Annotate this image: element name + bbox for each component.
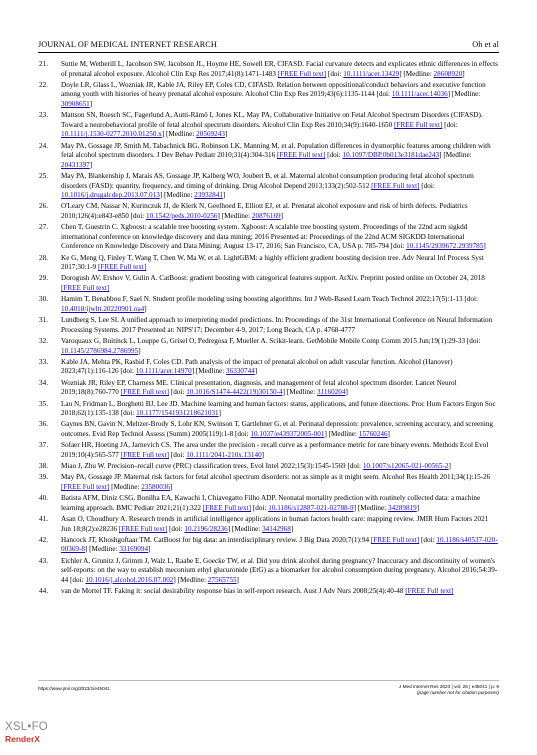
reference-text-segment: Asan O, Choudhury A. Research trends in artificial intelligence applications in human factors health care: mapping review. JMIR Hum Factors 2021 Jun 18;8(2):e28236 xyxy=(61,515,489,533)
free-full-text-link[interactable]: [FREE Full text] xyxy=(202,503,252,512)
doi-link[interactable]: 10.1016/j.drugalcdep.2013.07.013 xyxy=(61,191,160,200)
reference-text-segment: ] xyxy=(462,69,465,78)
reference-item xyxy=(38,441,499,460)
logo-xslfo: XSL•FO xyxy=(5,721,48,733)
reference-item xyxy=(38,223,499,252)
reference-text-segment: van de Mortel TF. Faking it: social desirability response bias in self-report research. Aust J Adv Nurs 2008;25(4):40-48 xyxy=(61,587,406,596)
reference-text-segment: Doyle LR, Glass L, Wozniak JR, Kable JA, Riley EP, Coles CD, CIFASD. Relation between oppositional/conduct behaviors and executive function among youth with histories of heavy prenatal alcohol exposure. Alcohol Clin Exp Res 2019;43(6):1135-1144 [doi: xyxy=(61,80,486,99)
authors-short: Oh et al xyxy=(472,40,499,49)
doi-link[interactable]: 10.1007/s12065-021-00565-2 xyxy=(362,462,449,471)
reference-text-segment: Lau N, Fridman L, Borghetti BJ, Lee JD. Machine learning and human factors: status, applications, and future directions. Proc Hum Factors Ergon Soc 2018;62(1):135-138 [doi: xyxy=(61,399,496,418)
reference-number: 38. xyxy=(39,462,48,471)
reference-number: 25. xyxy=(39,172,48,181)
reference-text xyxy=(61,515,488,533)
reference-text-segment: ] xyxy=(89,99,93,108)
reference-item xyxy=(38,337,499,356)
reference-text-segment: ] xyxy=(89,160,93,169)
medline-link[interactable]: 30908651 xyxy=(61,99,90,108)
logo-renderx: RenderX xyxy=(5,733,40,744)
medline-link[interactable]: 34142968 xyxy=(262,524,291,533)
reference-number: 41. xyxy=(39,515,48,524)
reference-text-segment: ] [Medline: xyxy=(447,90,481,99)
reference-item xyxy=(38,587,499,597)
medline-link[interactable]: 27565755 xyxy=(207,575,237,584)
reference-text-segment: Sofaer HR, Hoeting JA, Jarnevich CS. The area under the precision ‐ recall curve as a performance metric for rare binary events. Methods Ecol Evol 2019;10(4):565-577 xyxy=(61,441,489,459)
reference-text xyxy=(61,81,486,108)
reference-text-segment: Dorogush AV, Ershov V, Gulin A. CatBoost: gradient boosting with categorical features support. ArXiv. Preprint posted online on October 24, 2018 xyxy=(61,274,485,283)
reference-list xyxy=(38,60,499,598)
reference-text-segment: ] [Medline: xyxy=(159,191,195,200)
footer-page-note: (page number not for citation purposes) xyxy=(416,690,499,695)
medline-link[interactable]: 23932841 xyxy=(194,191,223,200)
reference-text-segment: Batista AFM, Diniz CSG, Bonilha EA, Kawachi I, Chiavegatto Filho ADP. Neonatal mortality prediction with routinely collected data: a machine learning approach. BMC Pediatr 2021;21(1):322 xyxy=(61,494,481,512)
reference-text xyxy=(61,358,452,376)
reference-item xyxy=(38,81,499,110)
reference-number: 39. xyxy=(39,473,48,482)
reference-item xyxy=(38,473,499,492)
reference-text-segment: ] [Medline: xyxy=(399,69,434,78)
reference-text-segment: May PA, Blankenship J, Marais AS, Gossage JP, Kalberg WO, Joubert B, et al. Maternal alcohol consumption producing fetal alcohol spectrum disorders (FASD): quantity, frequency, and timing of drinking. Drug Alcohol Depend 2013;133(2):502-512 xyxy=(61,172,474,190)
reference-text xyxy=(61,587,454,595)
doi-link[interactable]: 10.1177/1541931218621031 xyxy=(136,409,219,418)
reference-number: 31. xyxy=(39,316,48,325)
reference-text-segment: ] [Medline: xyxy=(282,388,317,397)
reference-text-segment: [doi: xyxy=(167,524,185,533)
reference-text xyxy=(61,142,491,169)
reference-text-segment: [doi: xyxy=(419,181,435,190)
reference-number: 42. xyxy=(39,535,48,544)
doi-link[interactable]: 10.1016/j.alcohol.2016.07.002 xyxy=(85,575,174,584)
reference-text xyxy=(61,337,480,355)
reference-text-segment: [doi: xyxy=(169,388,187,397)
reference-text xyxy=(61,536,498,554)
reference-item xyxy=(38,202,499,221)
reference-text-segment: ] [Medline: xyxy=(217,211,252,220)
free-full-text-link[interactable]: [FREE Full text] xyxy=(276,151,326,160)
free-full-text-link[interactable]: [FREE Full text] xyxy=(118,524,168,533)
reference-text xyxy=(61,557,497,584)
reference-item xyxy=(38,274,499,293)
doi-link[interactable]: 10.1111/acer.14036 xyxy=(391,90,448,99)
reference-text xyxy=(61,420,493,438)
free-full-text-link[interactable]: [FREE Full text] xyxy=(61,482,110,491)
medline-link[interactable]: 36330744 xyxy=(226,367,255,376)
free-full-text-link[interactable]: [FREE Full text] xyxy=(61,284,110,293)
reference-text-segment: ] xyxy=(290,524,294,533)
reference-text-segment: [doi: xyxy=(326,69,344,78)
reference-item xyxy=(38,400,499,419)
reference-item xyxy=(38,420,499,439)
doi-link[interactable]: 10.1111/j.1530-0277.2010.01250.x xyxy=(61,130,162,139)
medline-link[interactable]: 20431397 xyxy=(61,160,90,169)
reference-text-segment: Miao J, Zhu W. Precision–recall curve (PRC) classification trees. Evol Intel 2022;15(3):1545-1569 [doi: xyxy=(61,462,363,471)
reference-number: 22. xyxy=(39,80,48,89)
reference-number: 32. xyxy=(39,337,48,346)
footer-citation: J Med Internet Res 2023 | vol. 25 | e45041 | p. 9 xyxy=(398,684,499,689)
reference-text-segment: ] [Medline: xyxy=(173,575,208,584)
reference-text xyxy=(61,316,492,334)
running-header xyxy=(38,40,499,52)
reference-text-segment: [doi: xyxy=(419,535,437,544)
reference-text-segment: ] xyxy=(138,346,141,355)
free-full-text-link[interactable]: [FREE Full text] xyxy=(370,535,420,544)
journal-name: JOURNAL OF MEDICAL INTERNET RESEARCH xyxy=(38,40,217,49)
free-full-text-link[interactable]: [FREE Full text] xyxy=(277,69,327,78)
reference-number: 26. xyxy=(39,202,48,211)
reference-text-segment: Gaynes BN, Gavin N, Meltzer-Brody S, Lohr KN, Swinson T, Gartlehner G, et al. Perinatal depression: prevalence, screening accuracy, and screening outcomes. Evid Rep Technol Assess (Summ) 2005(119):1-8 [doi: xyxy=(61,420,494,438)
reference-text-segment: ] xyxy=(218,409,222,418)
reference-number: 21. xyxy=(39,60,48,68)
reference-text-segment: ] [Medline: xyxy=(439,151,472,160)
medline-link[interactable]: 28608920 xyxy=(433,69,463,78)
doi-link[interactable]: 10.1016/S1474-4422(19)30150-4 xyxy=(186,388,283,397)
reference-text-segment: Hancock JT, Khoshgoftaar TM. CatBoost for big data: an interdisciplinary review. J Big Data 2020;7(1):94 xyxy=(61,535,371,544)
reference-text-segment: Ke G, Meng Q, Finley T, Wang T, Chen W, Ma W, et al. LightGBM: a highly efficient gradient boosting decision tree. Adv Neural Inf Process Syst 2017;30:1-9 xyxy=(61,253,484,272)
reference-number: 33. xyxy=(39,357,48,366)
reference-item xyxy=(38,494,499,513)
reference-text-segment: ] [Medline: xyxy=(84,545,120,554)
reference-item xyxy=(38,142,499,171)
reference-item xyxy=(38,111,499,140)
free-full-text-link[interactable]: [FREE Full text] xyxy=(97,263,147,272)
reference-text-segment: ] xyxy=(416,503,420,512)
reference-item xyxy=(38,557,499,586)
reference-item xyxy=(38,60,499,79)
doi-link[interactable]: 10.1145/2786984.2786995 xyxy=(61,346,139,355)
reference-text-segment: Varoquaux G, Buitinck L, Louppe G, Grisel O, Pedregosa F, Mueller A. Scikit-learn. GetMobile Mobile Comp Comm 2015 Jun;19(1):29-33 [doi: xyxy=(61,337,481,346)
medline-link[interactable]: 23580036 xyxy=(141,482,171,491)
free-full-text-link[interactable]: [FREE Full text] xyxy=(120,388,170,397)
reference-text-segment: ] xyxy=(280,211,284,220)
reference-text-segment: Chen T, Guestrin C. Xgboost: a scalable tree boosting system. Xgboost: A scalable tree boosting system. Proceedings of the 22nd acm sigkdd international conference on knowledge discovery and data mining; 2016 Presented at: Proceedings of the 22nd ACM SIGKDD International Conference on Knowledge Discovery and Data Mining; August 13-17, 2016; San Francisco, CA, USA p. 785-794 [doi: xyxy=(61,223,468,251)
doi-link[interactable]: 10.1145/2939672.2939785 xyxy=(406,242,484,251)
reference-item xyxy=(38,358,499,377)
footer-citation-block xyxy=(399,684,499,696)
reference-text-segment: Suttie M, Wetherill L, Jacobson SW, Jacobson JL, Hoyme HE, Sowell ER, CIFASD. Facial curvature detects and explicates ethnic differences in effects of prenatal alcohol exposure. Alcohol Clin Exp Res 2017;41(8):1471-1483 xyxy=(61,60,498,78)
reference-text-segment: ] [Medline: xyxy=(324,429,359,438)
reference-text xyxy=(61,494,480,512)
reference-number: 36. xyxy=(39,420,48,429)
reference-number: 34. xyxy=(39,378,48,387)
reference-text-segment: ] xyxy=(345,388,348,397)
reference-text-segment: ] [Medline: xyxy=(161,130,197,139)
renderx-logo xyxy=(5,722,48,743)
reference-text xyxy=(61,274,485,292)
reference-number: 29. xyxy=(39,274,48,283)
reference-text-segment: ] xyxy=(448,462,451,471)
footer-rule xyxy=(38,680,499,681)
doi-link[interactable]: 10.1186/s40537-020-00369-8 xyxy=(61,535,498,554)
reference-text-segment: ] xyxy=(224,130,228,139)
reference-item xyxy=(38,316,499,335)
reference-text-segment: [Medline: xyxy=(109,482,142,491)
header-rule xyxy=(38,52,499,53)
reference-text-segment: Kable JA, Mehta PK, Rashid F, Coles CD. Path analysis of the impact of prenatal alcohol on adult vascular function. Alcohol (Hanover) 2023;47(1):116-126 [doi: xyxy=(61,357,453,376)
reference-text-segment: ] xyxy=(236,575,239,584)
reference-text-segment: Hamim T, Benabbou F, Sael N. Student profile modeling using boosting algorithms. Int J Web-Based Learn Teach Technol 2022;17(5):1-13 [doi: xyxy=(61,295,478,304)
reference-text-segment: May PA, Gossage JP, Smith M, Tabachnick BG, Robinson LK, Manning M, et al. Population differences in dysmorphic features among children with fetal alcohol spectrum disorders. J Dev Behav Pediatr 2010;31(4):304-316 xyxy=(61,141,491,160)
reference-text xyxy=(61,473,490,491)
reference-item xyxy=(38,254,499,273)
reference-text xyxy=(61,379,457,397)
footer-url[interactable]: https://www.jmir.org/2023/1/e45041 xyxy=(38,686,110,691)
medline-link[interactable]: 33169094 xyxy=(119,545,149,554)
reference-text-segment: ] xyxy=(483,242,486,251)
reference-text xyxy=(61,254,484,272)
doi-link[interactable]: 10.1186/s12887-021-02788-9 xyxy=(268,503,354,512)
free-full-text-link[interactable]: [FREE Full text] xyxy=(405,587,454,596)
reference-text-segment: [doi: xyxy=(169,450,187,459)
reference-text-segment: Wozniak JR, Riley EP, Charness ME. Clinical presentation, diagnosis, and management of fetal alcohol spectrum disorder. Lancet Neurol 2019;18(8):760-770 xyxy=(61,378,457,397)
medline-link[interactable]: 20569243 xyxy=(196,130,225,139)
reference-text-segment: Mattson SN, Roesch SC, Fagerlund A, Autti-Rämö I, Jones KL, May PA, Collaborative Initiative on Fetal Alcohol Spectrum Disorders (CIFASD). Toward a neurobehavioral profile of fetal alcohol spectrum disorders. Alcohol Clin Exp Res 2010;34(9):1640-1650 xyxy=(61,111,483,129)
reference-item xyxy=(38,295,499,314)
reference-number: 27. xyxy=(39,223,48,232)
reference-number: 37. xyxy=(39,441,48,450)
medline-link[interactable]: 15760246 xyxy=(358,429,388,438)
reference-text-segment: Lundberg S, Lee SI. A unified approach to interpreting model predictions. In: Proceedings of the 31st International Conference on Neural Information Processing Systems. 2017 Presented at: NIPS'17; December 4-9, 2017; Long Beach, CA p. 4768-4777 xyxy=(61,316,493,334)
doi-link[interactable]: 10.1111/acer.14970 xyxy=(135,367,192,376)
reference-number: 40. xyxy=(39,494,48,503)
reference-text-segment: [doi: xyxy=(442,120,458,129)
reference-text xyxy=(61,441,488,459)
reference-text-segment: O'Leary CM, Nassar N, Kurinczuk JJ, de Klerk N, Geelhoed E, Elliott EJ, et al. Prenatal alcohol exposure and risk of birth defects. Pediatrics 2010;126(4):e843-e850 [doi: xyxy=(61,202,468,220)
free-full-text-link[interactable]: [FREE Full text] xyxy=(394,120,443,129)
doi-link[interactable]: 10.1037/e439372005-001 xyxy=(250,429,325,438)
reference-text-segment: May PA, Gossage JP. Maternal risk factors for fetal alcohol spectrum disorders: not as simple as it might seem. Alcohol Res Health 2011;34(1):15-26 xyxy=(61,473,491,482)
reference-text-segment: [doi: xyxy=(251,503,269,512)
reference-text xyxy=(61,462,451,470)
reference-text-segment: ] [Medline: xyxy=(353,503,388,512)
reference-item xyxy=(38,172,499,201)
reference-number: 43. xyxy=(39,556,48,565)
reference-number: 24. xyxy=(39,141,48,150)
doi-link[interactable]: 10.4018/ijwltt.20220901.oa4 xyxy=(61,304,145,313)
doi-link[interactable]: 10.1097/DBP.0b013e3181dae243 xyxy=(342,151,440,160)
reference-text xyxy=(61,295,478,313)
medline-link[interactable]: 34289819 xyxy=(387,503,417,512)
reference-number: 35. xyxy=(39,399,48,408)
reference-text-segment: ] [Medline: xyxy=(227,524,263,533)
reference-text-segment: ] xyxy=(222,191,226,200)
medline-link[interactable]: 20876169 xyxy=(251,211,281,220)
doi-link[interactable]: 10.1111/2041-210x.13140 xyxy=(186,450,262,459)
reference-item xyxy=(38,515,499,534)
reference-text-segment: ] xyxy=(144,304,147,313)
reference-text xyxy=(61,111,483,138)
free-full-text-link[interactable]: [FREE Full text] xyxy=(371,181,420,190)
reference-text-segment: ] [Medline: xyxy=(191,367,227,376)
reference-text xyxy=(61,60,498,78)
reference-item xyxy=(38,536,499,555)
reference-item xyxy=(38,462,499,472)
reference-text-segment: ] xyxy=(387,429,390,438)
reference-text-segment: Eichler A, Grunitz J, Grimm J, Walz L, Raabe E, Goecke TW, et al. Did you drink alcohol during pregnancy? Inaccuracy and discontinuity of women's self-reports: on the way to establish meconium ethyl glucuronide (EtG) as a biomarker for alcohol consumption during pregnancy. Alcohol 2016;54:39-44 [doi: xyxy=(61,556,498,584)
reference-text-segment: ] xyxy=(254,367,258,376)
reference-text xyxy=(61,400,496,418)
reference-text xyxy=(61,172,474,199)
reference-text-segment: ] xyxy=(148,545,151,554)
reference-number: 30. xyxy=(39,295,48,304)
reference-text-segment: [doi: xyxy=(325,151,343,160)
doi-link[interactable]: 10.1542/peds.2010-0256 xyxy=(146,211,218,220)
reference-number: 44. xyxy=(39,587,48,596)
free-full-text-link[interactable]: [FREE Full text] xyxy=(120,450,170,459)
reference-text-segment: ] xyxy=(261,450,265,459)
reference-text xyxy=(61,223,486,250)
reference-number: 23. xyxy=(39,111,48,120)
reference-item xyxy=(38,379,499,398)
doi-link[interactable]: 10.1111/acer.13429 xyxy=(343,69,400,78)
reference-text-segment: ] xyxy=(170,482,173,491)
medline-link[interactable]: 31160204 xyxy=(316,388,346,397)
reference-number: 28. xyxy=(39,253,48,262)
doi-link[interactable]: 10.2196/28236 xyxy=(184,524,228,533)
reference-text xyxy=(61,202,468,220)
